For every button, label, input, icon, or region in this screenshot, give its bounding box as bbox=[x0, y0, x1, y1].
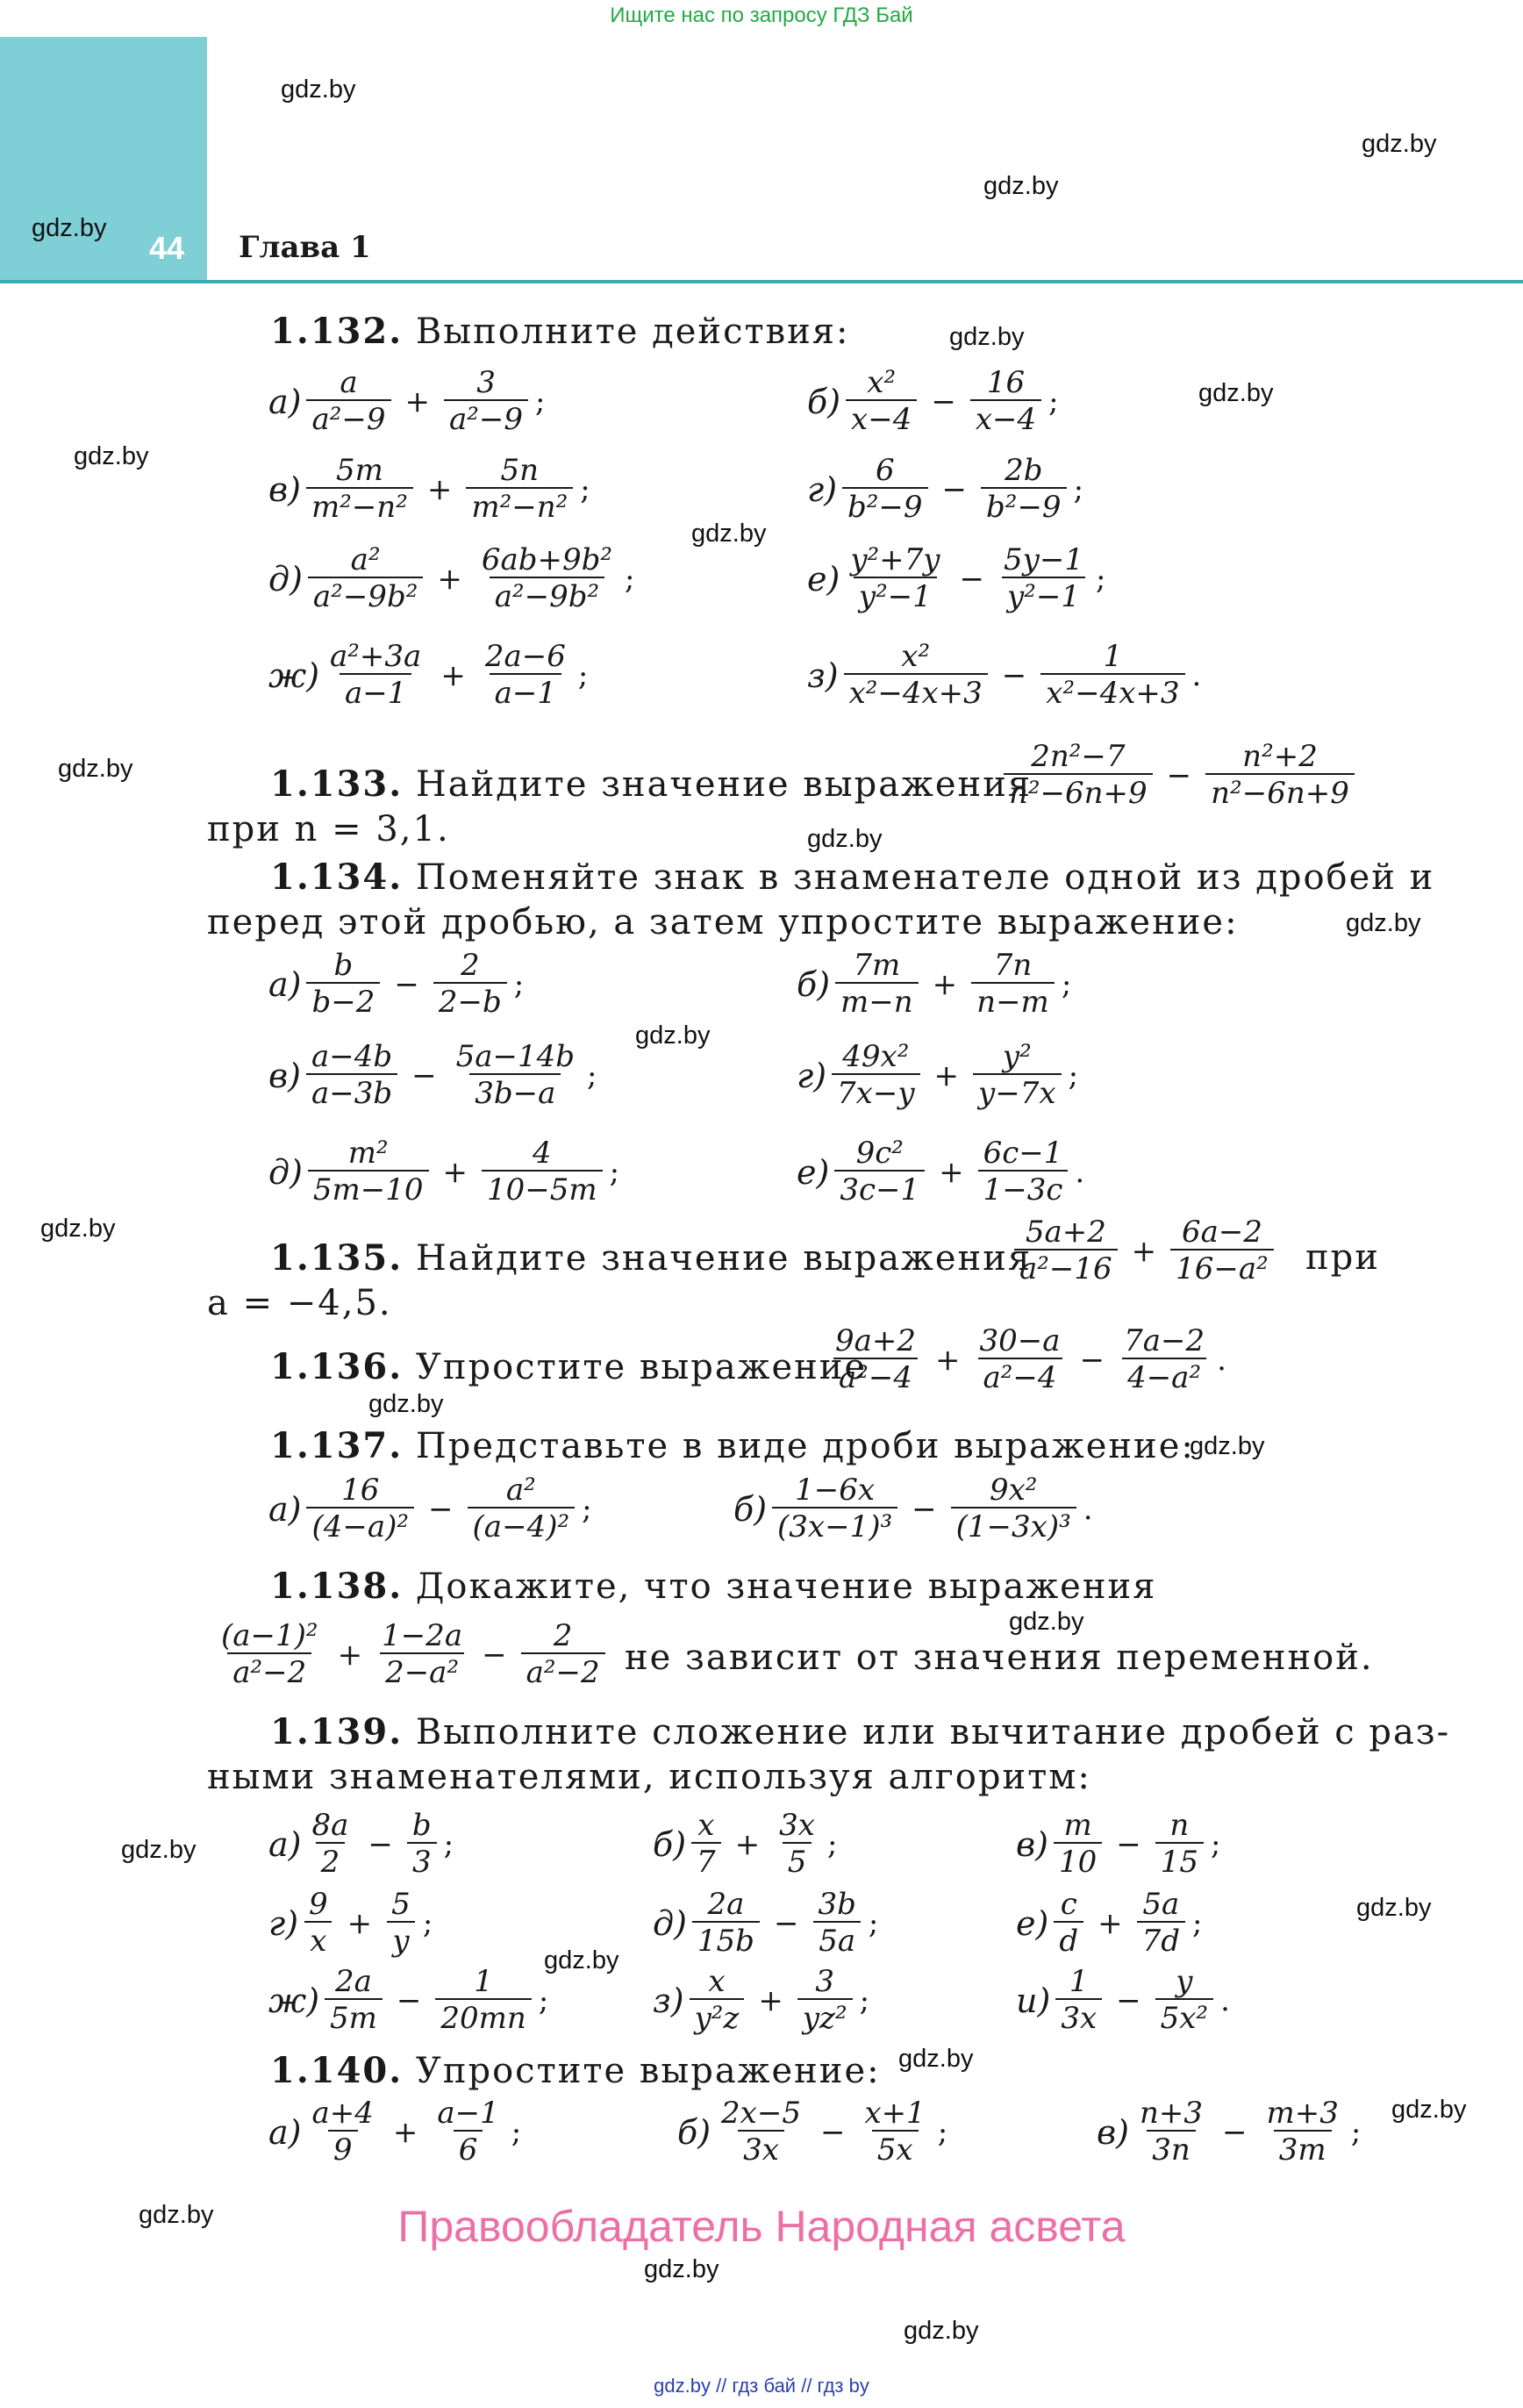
watermark: gdz.by bbox=[1009, 1608, 1084, 1636]
p132-g: г) 6 b²−9 − $\frac{2b}{\text{b²−9}}$ ; bbox=[807, 453, 1084, 526]
p136-expression: 9a+2 a²−4 + $\frac{30-a}{\text{a²−4}}$ − $\frac{7a-2}{\text{4−a²}}$ . bbox=[835, 1323, 1226, 1396]
p140-v: в) n+3 3n − $\frac{m+3}{3m}$ ; bbox=[1097, 2096, 1362, 2168]
p139-a: а) 8a 2 − $\frac{b}{3}$ ; bbox=[268, 1808, 454, 1881]
watermark: gdz.by bbox=[368, 1390, 444, 1418]
p138-expression: (a−1)² a²−2 + $\frac{1-2a}{\text{2−a²}}$ − $\frac{2}{\text{a²−2}}$ bbox=[211, 1620, 611, 1690]
p139-line2: ными знаменателями, используя алгоритм: bbox=[207, 1757, 1091, 1797]
watermark: gdz.by bbox=[139, 2201, 214, 2229]
p132-v: в) 5m m²−n² + $\frac{5n}{\text{m²−n²}}$ ; bbox=[268, 453, 590, 526]
problem-1-133-heading: 1.133. Найдите значение выражения bbox=[270, 763, 1033, 805]
page-number: 44 bbox=[149, 230, 185, 266]
p140-a: а) a+4 9 + $\frac{a-1}{6}$ ; bbox=[268, 2096, 522, 2168]
watermark: gdz.by bbox=[40, 1215, 116, 1243]
problem-1-138-heading: 1.138. Докажите, что значение выражения bbox=[270, 1566, 1157, 1607]
top-note: Ищите нас по запросу ГДЗ Бай bbox=[610, 4, 913, 27]
watermark: gdz.by bbox=[983, 172, 1059, 200]
watermark: gdz.by bbox=[58, 755, 133, 783]
watermark: gdz.by bbox=[904, 2317, 979, 2345]
p132-b: б) x² x−4 − $\frac{16}{x-4}$ ; bbox=[807, 365, 1059, 438]
watermark: gdz.by bbox=[635, 1021, 711, 1050]
watermark: gdz.by bbox=[1346, 909, 1421, 937]
p134-a: а) b b−2 − $\frac{2}{2-b}$ ; bbox=[268, 948, 525, 1021]
p139-v: в) m 10 − $\frac{n}{15}$ ; bbox=[1016, 1808, 1221, 1881]
chapter-title: Глава 1 bbox=[239, 230, 371, 265]
p133-expression: 2n²−7 n²−6n+9 − $\frac{\text{n²+2}}{\text{n²−6n+9}}$ bbox=[998, 741, 1360, 811]
p135-condition: a = −4,5. bbox=[207, 1283, 392, 1323]
p139-i: и) 1 3x − $\frac{y}{\text{5x²}}$ . bbox=[1016, 1964, 1230, 2037]
p132-e: е) y²+7y y²−1 − $\frac{5y-1}{\text{y²−1}}$ ; bbox=[807, 542, 1106, 615]
problem-1-134-heading: 1.134. Поменяйте знак в знаменателе одной из дробей и bbox=[270, 856, 1435, 898]
watermark: gdz.by bbox=[1391, 2096, 1467, 2124]
problem-1-136-heading: 1.136. Упростите выражение bbox=[270, 1346, 868, 1387]
watermark: gdz.by bbox=[1362, 130, 1437, 158]
watermark: gdz.by bbox=[949, 323, 1025, 351]
p132-z: з) x² x²−4x+3 − $\frac{1}{\text{x²−4x+3}}$ . bbox=[807, 639, 1202, 712]
watermark: gdz.by bbox=[1190, 1432, 1265, 1460]
p139-b: б) x 7 + $\frac{3x}{5}$ ; bbox=[653, 1808, 838, 1881]
watermark: gdz.by bbox=[807, 825, 883, 853]
p133-condition: при n = 3,1. bbox=[207, 809, 450, 849]
p139-e: е) c d + $\frac{5a}{7d}$ ; bbox=[1016, 1887, 1203, 1960]
p134-d: д) m² 5m−10 + $\frac{4}{10-5m}$ ; bbox=[268, 1136, 620, 1208]
header-rule bbox=[0, 280, 1523, 283]
watermark: gdz.by bbox=[1356, 1894, 1432, 1922]
p135-tail: при bbox=[1305, 1237, 1380, 1278]
watermark: gdz.by bbox=[644, 2255, 719, 2283]
p140-b: б) 2x−5 3x − $\frac{x+1}{5x}$ ; bbox=[677, 2096, 948, 2168]
p134-line2: перед этой дробью, а затем упростите выражение: bbox=[207, 902, 1239, 942]
p139-d: д) 2a 15b − $\frac{3b}{5a}$ ; bbox=[653, 1887, 879, 1960]
p139-z: з) x y²z + $\frac{3}{\text{yz²}}$ ; bbox=[653, 1964, 870, 2037]
p139-zh: ж) 2a 5m − $\frac{1}{20mn}$ ; bbox=[268, 1964, 549, 2037]
p132-a: а) a a²−9 + $\frac{3}{\text{a²−9}}$ ; bbox=[268, 365, 546, 438]
p132-d: д) a² a²−9b² + $\frac{\text{6ab+9b²}}{\text{a²−9b²}}$ ; bbox=[268, 542, 635, 615]
watermark: gdz.by bbox=[898, 2045, 974, 2073]
watermark: gdz.by bbox=[691, 520, 767, 548]
watermark: gdz.by bbox=[32, 214, 107, 242]
p139-g: г) 9 x + $\frac{5}{y}$ ; bbox=[268, 1887, 433, 1960]
watermark: gdz.by bbox=[74, 442, 149, 470]
p135-expression: 5a+2 a²−16 + $\frac{6a-2}{\text{16−a²}}$ bbox=[1009, 1216, 1279, 1286]
p134-b: б) 7m m−n + $\frac{7n}{n-m}$ ; bbox=[797, 948, 1072, 1021]
problem-1-139-heading: 1.139. Выполните сложение или вычитание дробей с раз- bbox=[270, 1711, 1451, 1752]
p132-zh: ж) a²+3a a−1 + $\frac{2a-6}{a-1}$ ; bbox=[268, 639, 589, 712]
p137-b: б) 1−6x (3x−1)³ − $\frac{\text{9x²}}{\text{(1−3x)³}}$ . bbox=[733, 1473, 1093, 1545]
problem-1-137-heading: 1.137. Представьте в виде дроби выражение: bbox=[270, 1425, 1195, 1466]
watermark: gdz.by bbox=[1198, 379, 1274, 407]
p134-g: г) 49x² 7x−y + $\frac{\text{y²}}{y-7x}$ ; bbox=[797, 1039, 1079, 1112]
bottom-note: gdz.by // гдз бай // гдз by bbox=[654, 2375, 869, 2397]
p134-e: е) 9c² 3c−1 + $\frac{6c-1}{1-3c}$ . bbox=[797, 1136, 1085, 1208]
problem-1-132-heading: 1.132. Выполните действия: bbox=[270, 311, 850, 352]
p138-tail: не зависит от значения переменной. bbox=[625, 1638, 1374, 1678]
problem-1-140-heading: 1.140. Упростите выражение: bbox=[270, 2050, 881, 2091]
p134-v: в) a−4b a−3b − $\frac{5a-14b}{3b-a}$ ; bbox=[268, 1039, 597, 1112]
p137-a: а) 16 (4−a)² − $\frac{\text{a²}}{\text{(a−4)²}}$ ; bbox=[268, 1473, 592, 1545]
copyright-notice: Правообладатель Народная асвета bbox=[397, 2202, 1126, 2251]
problem-1-135-heading: 1.135. Найдите значение выражения bbox=[270, 1237, 1033, 1279]
watermark: gdz.by bbox=[544, 1946, 619, 1974]
watermark: gdz.by bbox=[121, 1836, 197, 1864]
watermark: gdz.by bbox=[281, 75, 356, 104]
